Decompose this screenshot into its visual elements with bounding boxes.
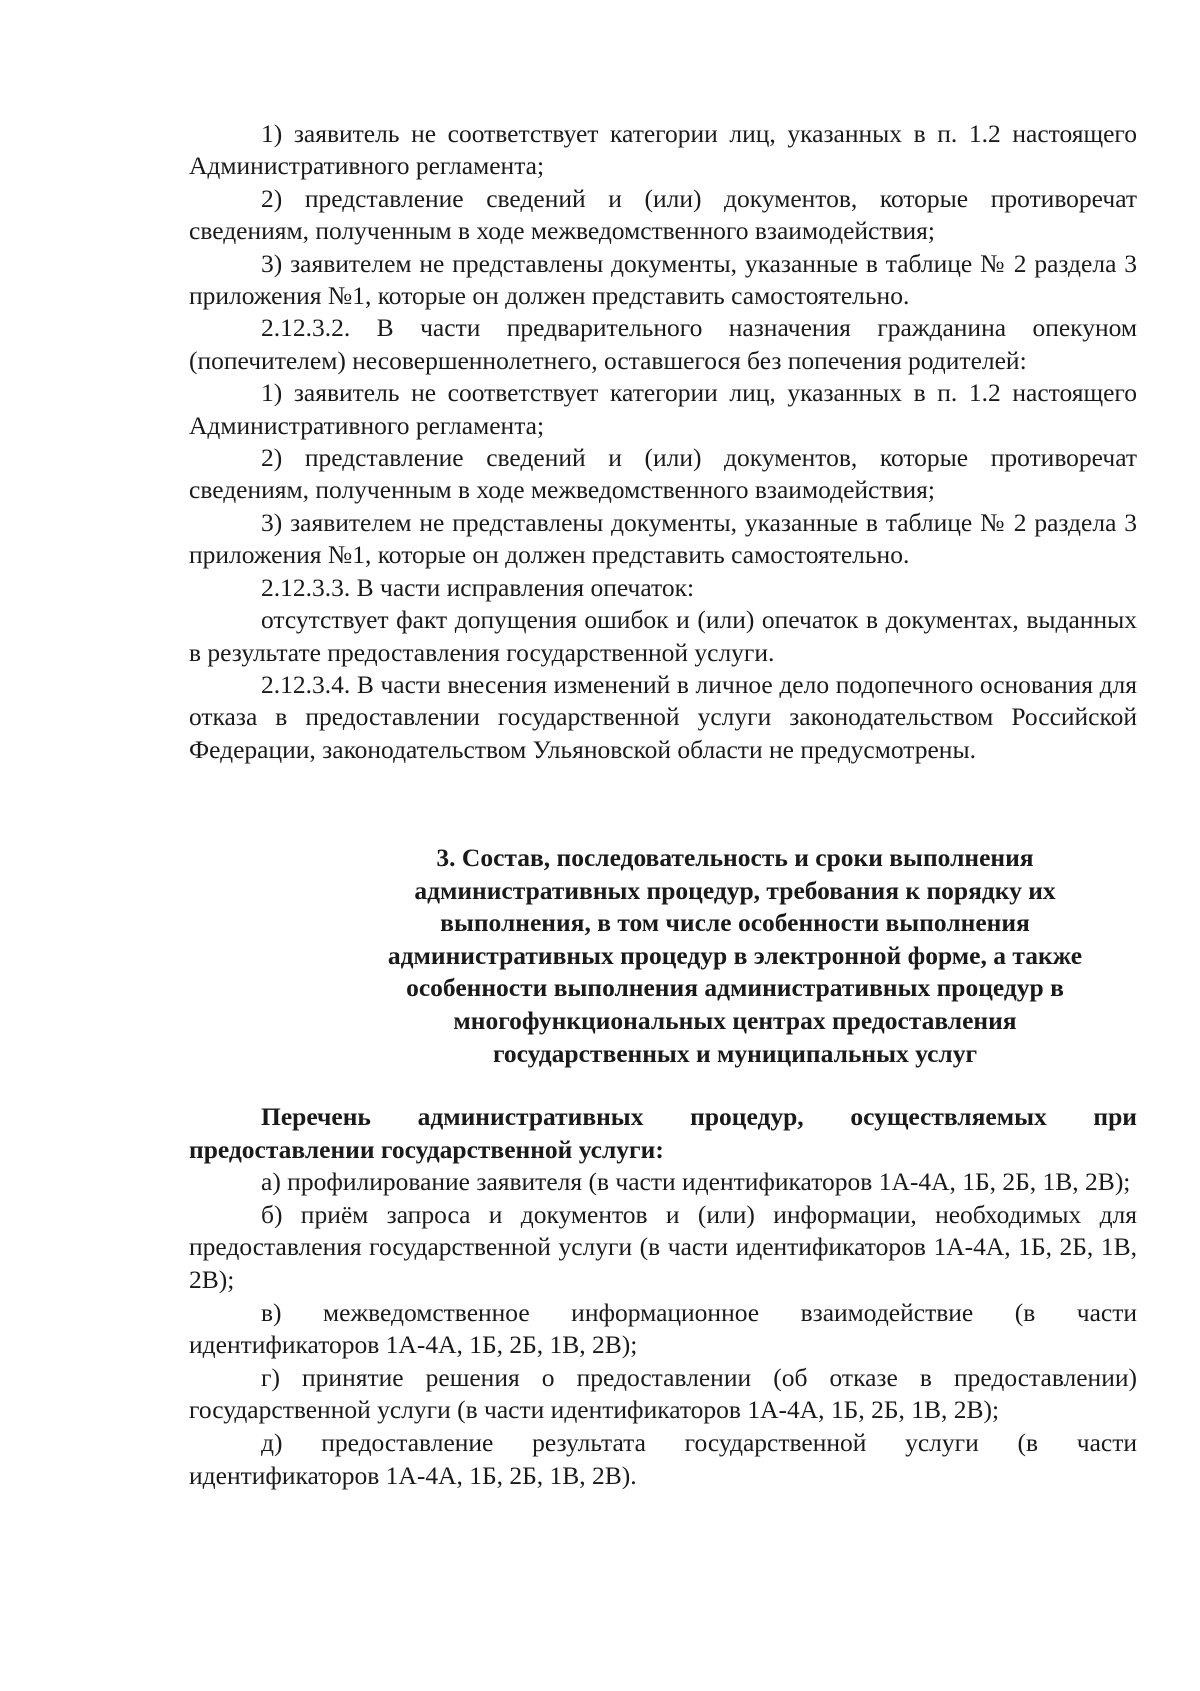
procedure-item: г) принятие решения о предоставлении (об отказе в предоставлении) государственной услуги (в части идентификаторов 1А-4А, 1Б, 2Б, 1В, 2В);: [189, 1362, 1137, 1425]
paragraph: 1) заявитель не соответствует категории лиц, указанных в п. 1.2 настоящего Административного регламента;: [189, 119, 1137, 181]
paragraph: 2) представление сведений и (или) документов, которые противоречат сведениям, полученным в ходе межведомственного взаимодействия;: [189, 183, 1137, 246]
procedure-item: д) предоставление результата государственной услуги (в части идентификаторов 1А-4А, 1Б, 2Б, 1В, 2В).: [189, 1427, 1137, 1490]
paragraph: 3) заявителем не представлены документы, указанные в таблице № 2 раздела 3 приложения №1, которые он должен представить самостоятельно.: [189, 507, 1137, 570]
paragraph: 1) заявитель не соответствует категории лиц, указанных в п. 1.2 настоящего Административного регламента;: [189, 378, 1137, 440]
paragraph: 2.12.3.2. В части предварительного назначения гражданина опекуном (попечителем) несовершеннолетнего, оставшегося без попечения родителей:: [189, 313, 1137, 375]
section-heading-line: административных процедур, требования к порядку их: [414, 875, 1056, 905]
section-heading-line: особенности выполнения административных процедур в: [406, 973, 1064, 1003]
procedure-item: а) профилирование заявителя (в части идентификаторов 1А-4А, 1Б, 2Б, 1В, 2В);: [261, 1167, 1131, 1197]
paragraph: отсутствует факт допущения ошибок и (или) опечаток в документах, выданных в результате предоставления государственной услуги.: [189, 605, 1137, 667]
procedure-item: в) межведомственное информационное взаимодействие (в части идентификаторов 1А-4А, 1Б, 2Б, 1В, 2В);: [189, 1297, 1137, 1360]
procedures-title: Перечень административных процедур, осуществляемых при предоставлении государственной услуги:: [189, 1102, 1137, 1164]
paragraph: 2) представление сведений и (или) документов, которые противоречат сведениям, полученным в ходе межведомственного взаимодействия;: [189, 443, 1137, 505]
section-heading-line: административных процедур в электронной форме, а также: [387, 940, 1083, 970]
paragraph: 2.12.3.3. В части исправления опечаток:: [261, 572, 695, 602]
section-heading-line: многофункциональных центрах предоставления: [453, 1005, 1017, 1035]
section-heading: [330, 842, 1140, 1070]
section-heading-line: выполнения, в том числе особенности выполнения: [440, 908, 1030, 938]
refusal-grounds-text: [189, 118, 1137, 766]
paragraph: 2.12.3.4. В части внесения изменений в личное дело подопечного основания для отказа в предоставлении государственной услуги законодательством Российской Федерации, законодательством Ульяновской области не предусмотрены.: [189, 669, 1137, 764]
procedure-item: б) приём запроса и документов и (или) информации, необходимых для предоставления государственной услуги (в части идентификаторов 1А-4А, 1Б, 2Б, 1В, 2В);: [189, 1199, 1137, 1294]
section-heading-line: 3. Состав, последовательность и сроки выполнения: [436, 843, 1034, 872]
procedures-list: [189, 1101, 1137, 1492]
section-heading-line: государственных и муниципальных услуг: [492, 1038, 978, 1068]
paragraph: 3) заявителем не представлены документы, указанные в таблице № 2 раздела 3 приложения №1, которые он должен представить самостоятельно.: [189, 248, 1137, 311]
